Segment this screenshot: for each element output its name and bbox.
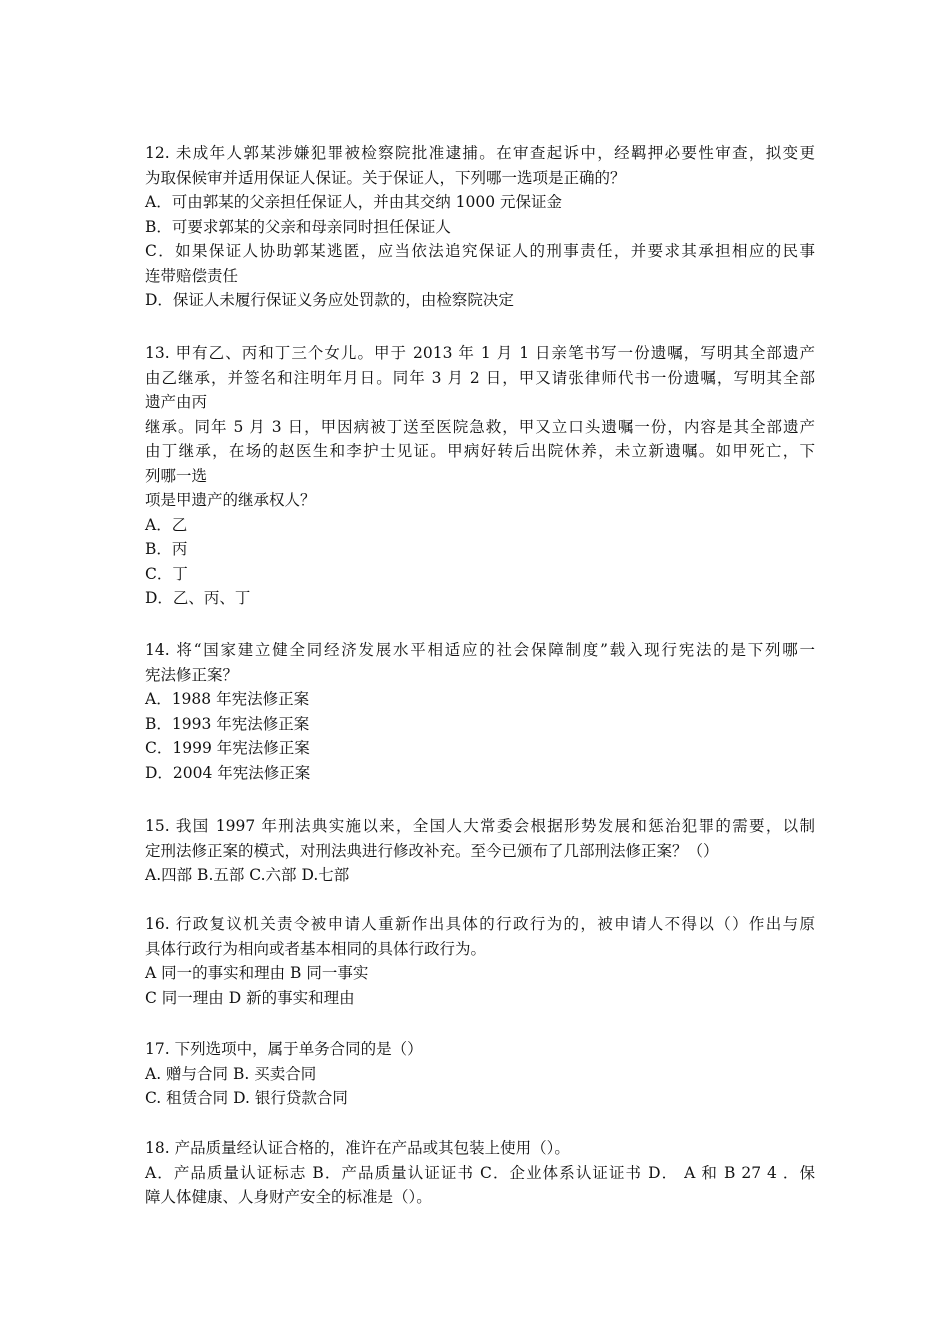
option-c: C．如果保证人协助郭某逃匿，应当依法追究保证人的刑事责任，并要求其承担相应的民事: [145, 242, 815, 260]
options-line: A.四部 B.五部 C.六部 D.七部: [145, 866, 350, 884]
options-line: A．产品质量认证标志 B．产品质量认证证书 C．企业体系认证证书 D． A 和 B 27 4 ．保: [145, 1163, 815, 1182]
options-line: A 同一的事实和理由 B 同一事实: [145, 964, 369, 982]
question-text-line: 13. 甲有乙、丙和丁三个女儿。甲于 2013 年 1 月 1 日亲笔书写一份遗嘱，写明其全部遗产: [145, 344, 815, 362]
option-c: C．丁: [145, 564, 188, 583]
options-line: C 同一理由 D 新的事实和理由: [145, 988, 355, 1007]
option-a: A．可由郭某的父亲担任保证人，并由其交纳 1000 元保证金: [145, 193, 562, 211]
question-text-line: 12. 未成年人郭某涉嫌犯罪被检察院批准逮捕。在审查起诉中，经羁押必要性审查，拟变更: [145, 144, 815, 162]
question-17: [145, 1037, 815, 1111]
option-b: B．1993 年宪法修正案: [145, 714, 310, 733]
question-text-line: 16. 行政复议机关责令被申请人重新作出具体的行政行为的，被申请人不得以（）作出与原: [145, 915, 815, 933]
question-text-line: 18. 产品质量经认证合格的，准许在产品或其包装上使用（）。: [145, 1139, 570, 1157]
question-text-line: 定刑法修正案的模式，对刑法典进行修改补充。至今已颁布了几部刑法修正案？（）: [145, 841, 719, 860]
option-b: B．丙: [145, 540, 188, 558]
options-line: A. 赠与合同 B. 买卖合同: [145, 1064, 317, 1083]
question-14: [145, 638, 815, 785]
question-text-line: 为取保候审并适用保证人保证。关于保证人，下列哪一选项是正确的？: [145, 168, 626, 187]
option-c: C．1999 年宪法修正案: [145, 739, 310, 757]
option-a: A．1988 年宪法修正案: [145, 690, 310, 708]
question-text-line: 17. 下列选项中，属于单务合同的是（）: [145, 1040, 423, 1058]
question-15: [145, 814, 815, 888]
question-12: [145, 141, 815, 313]
question-16: [145, 912, 815, 1010]
question-13: [145, 341, 815, 611]
question-18: [145, 1136, 815, 1210]
option-c-continued: 连带赔偿责任: [145, 266, 239, 285]
question-text-line: 障人体健康、人身财产安全的标准是（）。: [145, 1188, 432, 1206]
question-text-line: 15. 我国 1997 年刑法典实施以来，全国人大常委会根据形势发展和惩治犯罪的需要，以制: [145, 817, 815, 835]
question-text-line: 由乙继承，并签名和注明年月日。同年 3 月 2 日，甲又请张律师代书一份遗嘱，写明其全部: [145, 368, 815, 387]
option-d: D．乙、丙、丁: [145, 589, 251, 607]
option-a: A．乙: [145, 515, 188, 534]
option-d: D．保证人未履行保证义务应处罚款的，由检察院决定: [145, 291, 514, 309]
options-line: C. 租赁合同 D. 银行贷款合同: [145, 1089, 348, 1107]
question-text-line: 遗产由丙: [145, 393, 208, 411]
question-text-line: 继承。同年 5 月 3 日，甲因病被丁送至医院急救，甲又立口头遗嘱一份，内容是其全部遗产: [145, 417, 815, 436]
question-text-line: 列哪一选: [145, 466, 208, 485]
option-b: B．可要求郭某的父亲和母亲同时担任保证人: [145, 217, 451, 236]
option-d: D．2004 年宪法修正案: [145, 763, 311, 782]
question-text-line: 项是甲遗产的继承权人？: [145, 491, 316, 509]
question-text-line: 宪法修正案？: [145, 665, 239, 684]
question-text-line: 具体行政行为相向或者基本相同的具体行政行为。: [145, 939, 487, 958]
question-text-line: 14. 将“国家建立健全同经济发展水平相适应的社会保障制度”载入现行宪法的是下列哪一: [145, 641, 815, 659]
question-text-line: 由丁继承，在场的赵医生和李护士见证。甲病好转后出院休养，未立新遗嘱。如甲死亡，下: [145, 442, 815, 460]
